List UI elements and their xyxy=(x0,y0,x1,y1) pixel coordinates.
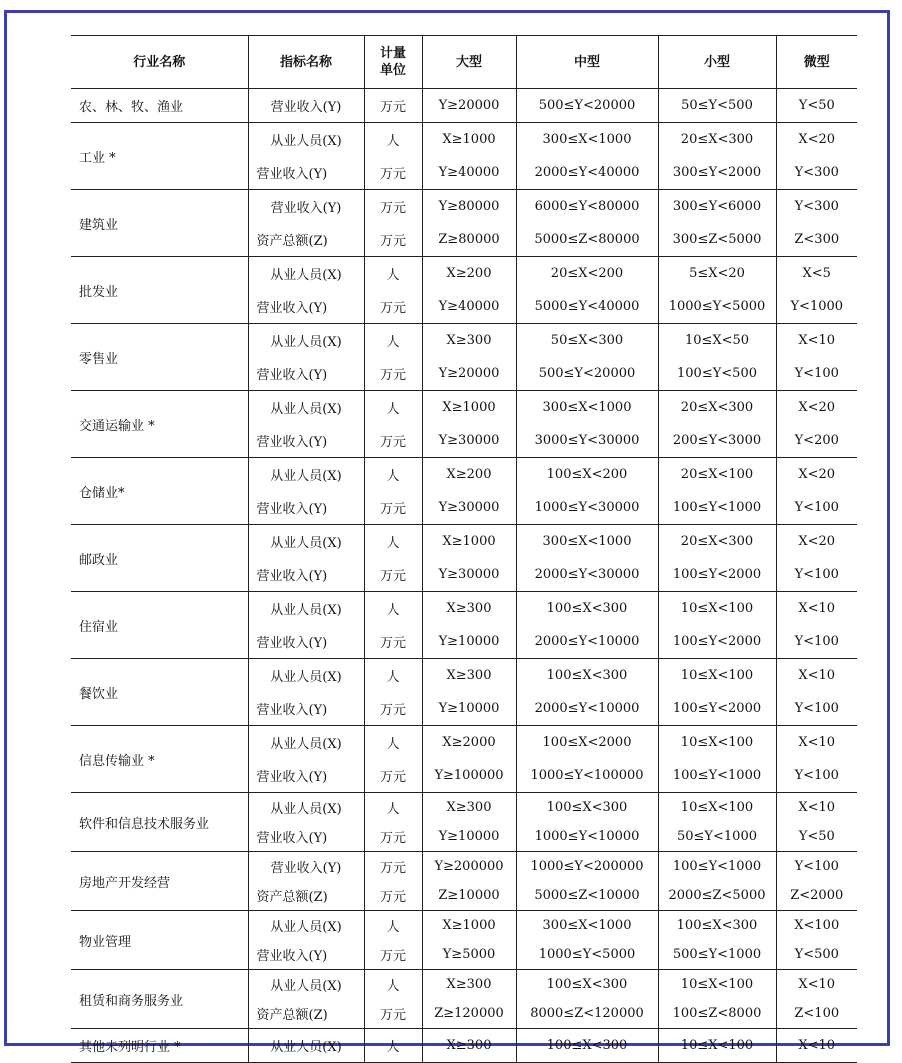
micro-cell: Y<50 xyxy=(776,89,857,123)
unit-cell: 万元 xyxy=(364,357,422,391)
unit-cell: 人 xyxy=(364,391,422,425)
unit-cell: 人 xyxy=(364,324,422,358)
industry-name-cell: 住宿业 xyxy=(71,592,248,659)
indicator-cell: 营业收入(Y) xyxy=(248,290,364,324)
unit-cell: 万元 xyxy=(364,156,422,190)
medium-cell: 2000≤Y<10000 xyxy=(516,692,658,726)
large-cell: Z≥80000 xyxy=(422,223,516,257)
large-cell: Y≥200000 xyxy=(422,852,516,882)
unit-cell: 万元 xyxy=(364,999,422,1029)
micro-cell: Y<200 xyxy=(776,424,857,458)
large-cell: X≥200 xyxy=(422,257,516,291)
small-cell: 10≤X<100 xyxy=(658,726,776,760)
small-cell: 20≤X<300 xyxy=(658,525,776,559)
table-row xyxy=(71,525,857,559)
micro-cell: Y<50 xyxy=(776,822,857,852)
header-unit xyxy=(364,36,422,89)
large-cell: Y≥100000 xyxy=(422,759,516,793)
small-cell: 20≤X<300 xyxy=(658,391,776,425)
micro-cell: X<20 xyxy=(776,458,857,492)
unit-cell: 人 xyxy=(364,123,422,157)
small-cell: 1000≤Y<5000 xyxy=(658,290,776,324)
indicator-cell: 营业收入(Y) xyxy=(248,424,364,458)
micro-cell: X<20 xyxy=(776,391,857,425)
medium-cell: 100≤X<300 xyxy=(516,793,658,823)
small-cell: 100≤X<300 xyxy=(658,911,776,941)
micro-cell: X<10 xyxy=(776,1029,857,1063)
large-cell: Y≥10000 xyxy=(422,625,516,659)
table-row xyxy=(71,89,857,123)
large-cell: X≥300 xyxy=(422,970,516,1000)
unit-cell: 万元 xyxy=(364,822,422,852)
industry-name-cell: 仓储业* xyxy=(71,458,248,525)
large-cell: X≥2000 xyxy=(422,726,516,760)
table-row xyxy=(71,458,857,492)
medium-cell: 5000≤Z<10000 xyxy=(516,881,658,911)
indicator-cell: 营业收入(Y) xyxy=(248,692,364,726)
medium-cell: 3000≤Y<30000 xyxy=(516,424,658,458)
large-cell: X≥300 xyxy=(422,793,516,823)
micro-cell: Z<300 xyxy=(776,223,857,257)
medium-cell: 100≤X<300 xyxy=(516,659,658,693)
small-cell: 100≤Y<1000 xyxy=(658,491,776,525)
large-cell: Y≥5000 xyxy=(422,940,516,970)
indicator-cell: 从业人员(X) xyxy=(248,793,364,823)
large-cell: X≥200 xyxy=(422,458,516,492)
page-frame xyxy=(4,10,890,1055)
header-industry: 行业名称 xyxy=(71,36,248,89)
medium-cell: 2000≤Y<40000 xyxy=(516,156,658,190)
micro-cell: Y<100 xyxy=(776,491,857,525)
medium-cell: 100≤X<200 xyxy=(516,458,658,492)
small-cell: 50≤Y<500 xyxy=(658,89,776,123)
large-cell: Y≥40000 xyxy=(422,290,516,324)
medium-cell: 2000≤Y<10000 xyxy=(516,625,658,659)
industry-name-cell: 房地产开发经营 xyxy=(71,852,248,911)
indicator-cell: 营业收入(Y) xyxy=(248,558,364,592)
micro-cell: X<20 xyxy=(776,525,857,559)
industry-name-cell: 租赁和商务服务业 xyxy=(71,970,248,1029)
small-cell: 10≤X<50 xyxy=(658,324,776,358)
large-cell: Y≥10000 xyxy=(422,692,516,726)
table-row xyxy=(71,793,857,823)
unit-cell: 人 xyxy=(364,911,422,941)
medium-cell: 1000≤Y<200000 xyxy=(516,852,658,882)
unit-cell: 人 xyxy=(364,458,422,492)
micro-cell: X<10 xyxy=(776,592,857,626)
industry-name-cell: 工业 * xyxy=(71,123,248,190)
industry-name-cell: 建筑业 xyxy=(71,190,248,257)
table-row xyxy=(71,852,857,882)
small-cell: 20≤X<300 xyxy=(658,123,776,157)
industry-name-cell: 软件和信息技术服务业 xyxy=(71,793,248,852)
industry-name-cell: 餐饮业 xyxy=(71,659,248,726)
indicator-cell: 从业人员(X) xyxy=(248,659,364,693)
unit-cell: 人 xyxy=(364,659,422,693)
indicator-cell: 营业收入(Y) xyxy=(248,357,364,391)
industry-name-cell: 信息传输业 * xyxy=(71,726,248,793)
medium-cell: 100≤X<300 xyxy=(516,592,658,626)
indicator-cell: 营业收入(Y) xyxy=(248,822,364,852)
enterprise-size-table xyxy=(71,35,857,1063)
unit-cell: 人 xyxy=(364,793,422,823)
unit-cell: 万元 xyxy=(364,290,422,324)
indicator-cell: 从业人员(X) xyxy=(248,970,364,1000)
unit-cell: 万元 xyxy=(364,881,422,911)
indicator-cell: 营业收入(Y) xyxy=(248,491,364,525)
medium-cell: 5000≤Z<80000 xyxy=(516,223,658,257)
table-row xyxy=(71,190,857,224)
micro-cell: Z<100 xyxy=(776,999,857,1029)
header-unit-line1: 计量 xyxy=(379,46,406,61)
medium-cell: 300≤X<1000 xyxy=(516,391,658,425)
micro-cell: Y<1000 xyxy=(776,290,857,324)
small-cell: 2000≤Z<5000 xyxy=(658,881,776,911)
large-cell: X≥1000 xyxy=(422,525,516,559)
industry-name-cell: 邮政业 xyxy=(71,525,248,592)
header-micro: 微型 xyxy=(776,36,857,89)
table-row xyxy=(71,1029,857,1063)
small-cell: 10≤X<100 xyxy=(658,1029,776,1063)
indicator-cell: 营业收入(Y) xyxy=(248,852,364,882)
unit-cell: 万元 xyxy=(364,89,422,123)
small-cell: 100≤Y<2000 xyxy=(658,625,776,659)
table-row xyxy=(71,970,857,1000)
small-cell: 10≤X<100 xyxy=(658,592,776,626)
micro-cell: Y<100 xyxy=(776,357,857,391)
medium-cell: 300≤X<1000 xyxy=(516,123,658,157)
micro-cell: Y<100 xyxy=(776,558,857,592)
small-cell: 100≤Y<1000 xyxy=(658,852,776,882)
small-cell: 300≤Y<2000 xyxy=(658,156,776,190)
unit-cell: 万元 xyxy=(364,852,422,882)
indicator-cell: 资产总额(Z) xyxy=(248,999,364,1029)
micro-cell: Z<2000 xyxy=(776,881,857,911)
unit-cell: 人 xyxy=(364,257,422,291)
large-cell: Y≥30000 xyxy=(422,491,516,525)
micro-cell: X<5 xyxy=(776,257,857,291)
industry-name-cell: 物业管理 xyxy=(71,911,248,970)
header-unit-line2: 单位 xyxy=(379,63,406,78)
small-cell: 10≤X<100 xyxy=(658,659,776,693)
unit-cell: 万元 xyxy=(364,558,422,592)
table-row xyxy=(71,324,857,358)
indicator-cell: 从业人员(X) xyxy=(248,391,364,425)
header-indicator: 指标名称 xyxy=(248,36,364,89)
large-cell: Y≥10000 xyxy=(422,822,516,852)
table-row xyxy=(71,123,857,157)
unit-cell: 万元 xyxy=(364,625,422,659)
micro-cell: X<10 xyxy=(776,659,857,693)
indicator-cell: 从业人员(X) xyxy=(248,257,364,291)
unit-cell: 人 xyxy=(364,1029,422,1063)
industry-name-cell: 批发业 xyxy=(71,257,248,324)
unit-cell: 万元 xyxy=(364,692,422,726)
table-body xyxy=(71,89,857,1063)
indicator-cell: 从业人员(X) xyxy=(248,726,364,760)
medium-cell: 50≤X<300 xyxy=(516,324,658,358)
micro-cell: X<10 xyxy=(776,726,857,760)
large-cell: X≥300 xyxy=(422,324,516,358)
large-cell: Y≥30000 xyxy=(422,558,516,592)
medium-cell: 2000≤Y<30000 xyxy=(516,558,658,592)
small-cell: 50≤Y<1000 xyxy=(658,822,776,852)
medium-cell: 1000≤Y<100000 xyxy=(516,759,658,793)
unit-cell: 万元 xyxy=(364,424,422,458)
micro-cell: Y<500 xyxy=(776,940,857,970)
indicator-cell: 营业收入(Y) xyxy=(248,89,364,123)
industry-name-cell: 零售业 xyxy=(71,324,248,391)
table-row xyxy=(71,726,857,760)
micro-cell: X<10 xyxy=(776,793,857,823)
header-small: 小型 xyxy=(658,36,776,89)
small-cell: 100≤Z<8000 xyxy=(658,999,776,1029)
industry-name-cell: 交通运输业 * xyxy=(71,391,248,458)
header-medium: 中型 xyxy=(516,36,658,89)
large-cell: X≥1000 xyxy=(422,391,516,425)
large-cell: Y≥80000 xyxy=(422,190,516,224)
table-row xyxy=(71,592,857,626)
table-row xyxy=(71,659,857,693)
unit-cell: 人 xyxy=(364,726,422,760)
unit-cell: 万元 xyxy=(364,940,422,970)
medium-cell: 1000≤Y<10000 xyxy=(516,822,658,852)
unit-cell: 人 xyxy=(364,592,422,626)
medium-cell: 6000≤Y<80000 xyxy=(516,190,658,224)
small-cell: 5≤X<20 xyxy=(658,257,776,291)
medium-cell: 20≤X<200 xyxy=(516,257,658,291)
indicator-cell: 营业收入(Y) xyxy=(248,759,364,793)
indicator-cell: 营业收入(Y) xyxy=(248,625,364,659)
header-large: 大型 xyxy=(422,36,516,89)
medium-cell: 500≤Y<20000 xyxy=(516,89,658,123)
medium-cell: 300≤X<1000 xyxy=(516,525,658,559)
micro-cell: Y<100 xyxy=(776,692,857,726)
indicator-cell: 从业人员(X) xyxy=(248,911,364,941)
indicator-cell: 从业人员(X) xyxy=(248,592,364,626)
micro-cell: Y<100 xyxy=(776,852,857,882)
micro-cell: X<20 xyxy=(776,123,857,157)
medium-cell: 300≤X<1000 xyxy=(516,911,658,941)
large-cell: X≥1000 xyxy=(422,123,516,157)
micro-cell: Y<100 xyxy=(776,625,857,659)
medium-cell: 100≤X<300 xyxy=(516,1029,658,1063)
large-cell: X≥300 xyxy=(422,659,516,693)
medium-cell: 500≤Y<20000 xyxy=(516,357,658,391)
indicator-cell: 从业人员(X) xyxy=(248,525,364,559)
medium-cell: 1000≤Y<30000 xyxy=(516,491,658,525)
small-cell: 500≤Y<1000 xyxy=(658,940,776,970)
industry-name-cell: 农、林、牧、渔业 xyxy=(71,89,248,123)
micro-cell: Y<300 xyxy=(776,156,857,190)
large-cell: Z≥10000 xyxy=(422,881,516,911)
medium-cell: 100≤X<2000 xyxy=(516,726,658,760)
indicator-cell: 资产总额(Z) xyxy=(248,881,364,911)
large-cell: Z≥120000 xyxy=(422,999,516,1029)
small-cell: 300≤Z<5000 xyxy=(658,223,776,257)
medium-cell: 100≤X<300 xyxy=(516,970,658,1000)
indicator-cell: 从业人员(X) xyxy=(248,123,364,157)
table-row xyxy=(71,391,857,425)
unit-cell: 万元 xyxy=(364,190,422,224)
medium-cell: 1000≤Y<5000 xyxy=(516,940,658,970)
indicator-cell: 营业收入(Y) xyxy=(248,156,364,190)
indicator-cell: 资产总额(Z) xyxy=(248,223,364,257)
large-cell: X≥1000 xyxy=(422,911,516,941)
small-cell: 100≤Y<500 xyxy=(658,357,776,391)
large-cell: Y≥20000 xyxy=(422,89,516,123)
large-cell: Y≥20000 xyxy=(422,357,516,391)
table-row xyxy=(71,257,857,291)
unit-cell: 万元 xyxy=(364,223,422,257)
indicator-cell: 从业人员(X) xyxy=(248,324,364,358)
indicator-cell: 营业收入(Y) xyxy=(248,190,364,224)
micro-cell: X<100 xyxy=(776,911,857,941)
small-cell: 200≤Y<3000 xyxy=(658,424,776,458)
small-cell: 100≤Y<2000 xyxy=(658,692,776,726)
unit-cell: 人 xyxy=(364,525,422,559)
table-row xyxy=(71,911,857,941)
micro-cell: Y<100 xyxy=(776,759,857,793)
large-cell: X≥300 xyxy=(422,1029,516,1063)
unit-cell: 万元 xyxy=(364,759,422,793)
indicator-cell: 从业人员(X) xyxy=(248,1029,364,1063)
medium-cell: 8000≤Z<120000 xyxy=(516,999,658,1029)
small-cell: 10≤X<100 xyxy=(658,970,776,1000)
small-cell: 20≤X<100 xyxy=(658,458,776,492)
large-cell: X≥300 xyxy=(422,592,516,626)
small-cell: 300≤Y<6000 xyxy=(658,190,776,224)
header-row xyxy=(71,36,857,89)
medium-cell: 5000≤Y<40000 xyxy=(516,290,658,324)
unit-cell: 万元 xyxy=(364,491,422,525)
small-cell: 100≤Y<2000 xyxy=(658,558,776,592)
indicator-cell: 从业人员(X) xyxy=(248,458,364,492)
large-cell: Y≥30000 xyxy=(422,424,516,458)
indicator-cell: 营业收入(Y) xyxy=(248,940,364,970)
small-cell: 10≤X<100 xyxy=(658,793,776,823)
micro-cell: X<10 xyxy=(776,970,857,1000)
micro-cell: Y<300 xyxy=(776,190,857,224)
industry-name-cell: 其他未列明行业 * xyxy=(71,1029,248,1063)
unit-cell: 人 xyxy=(364,970,422,1000)
small-cell: 100≤Y<1000 xyxy=(658,759,776,793)
large-cell: Y≥40000 xyxy=(422,156,516,190)
micro-cell: X<10 xyxy=(776,324,857,358)
